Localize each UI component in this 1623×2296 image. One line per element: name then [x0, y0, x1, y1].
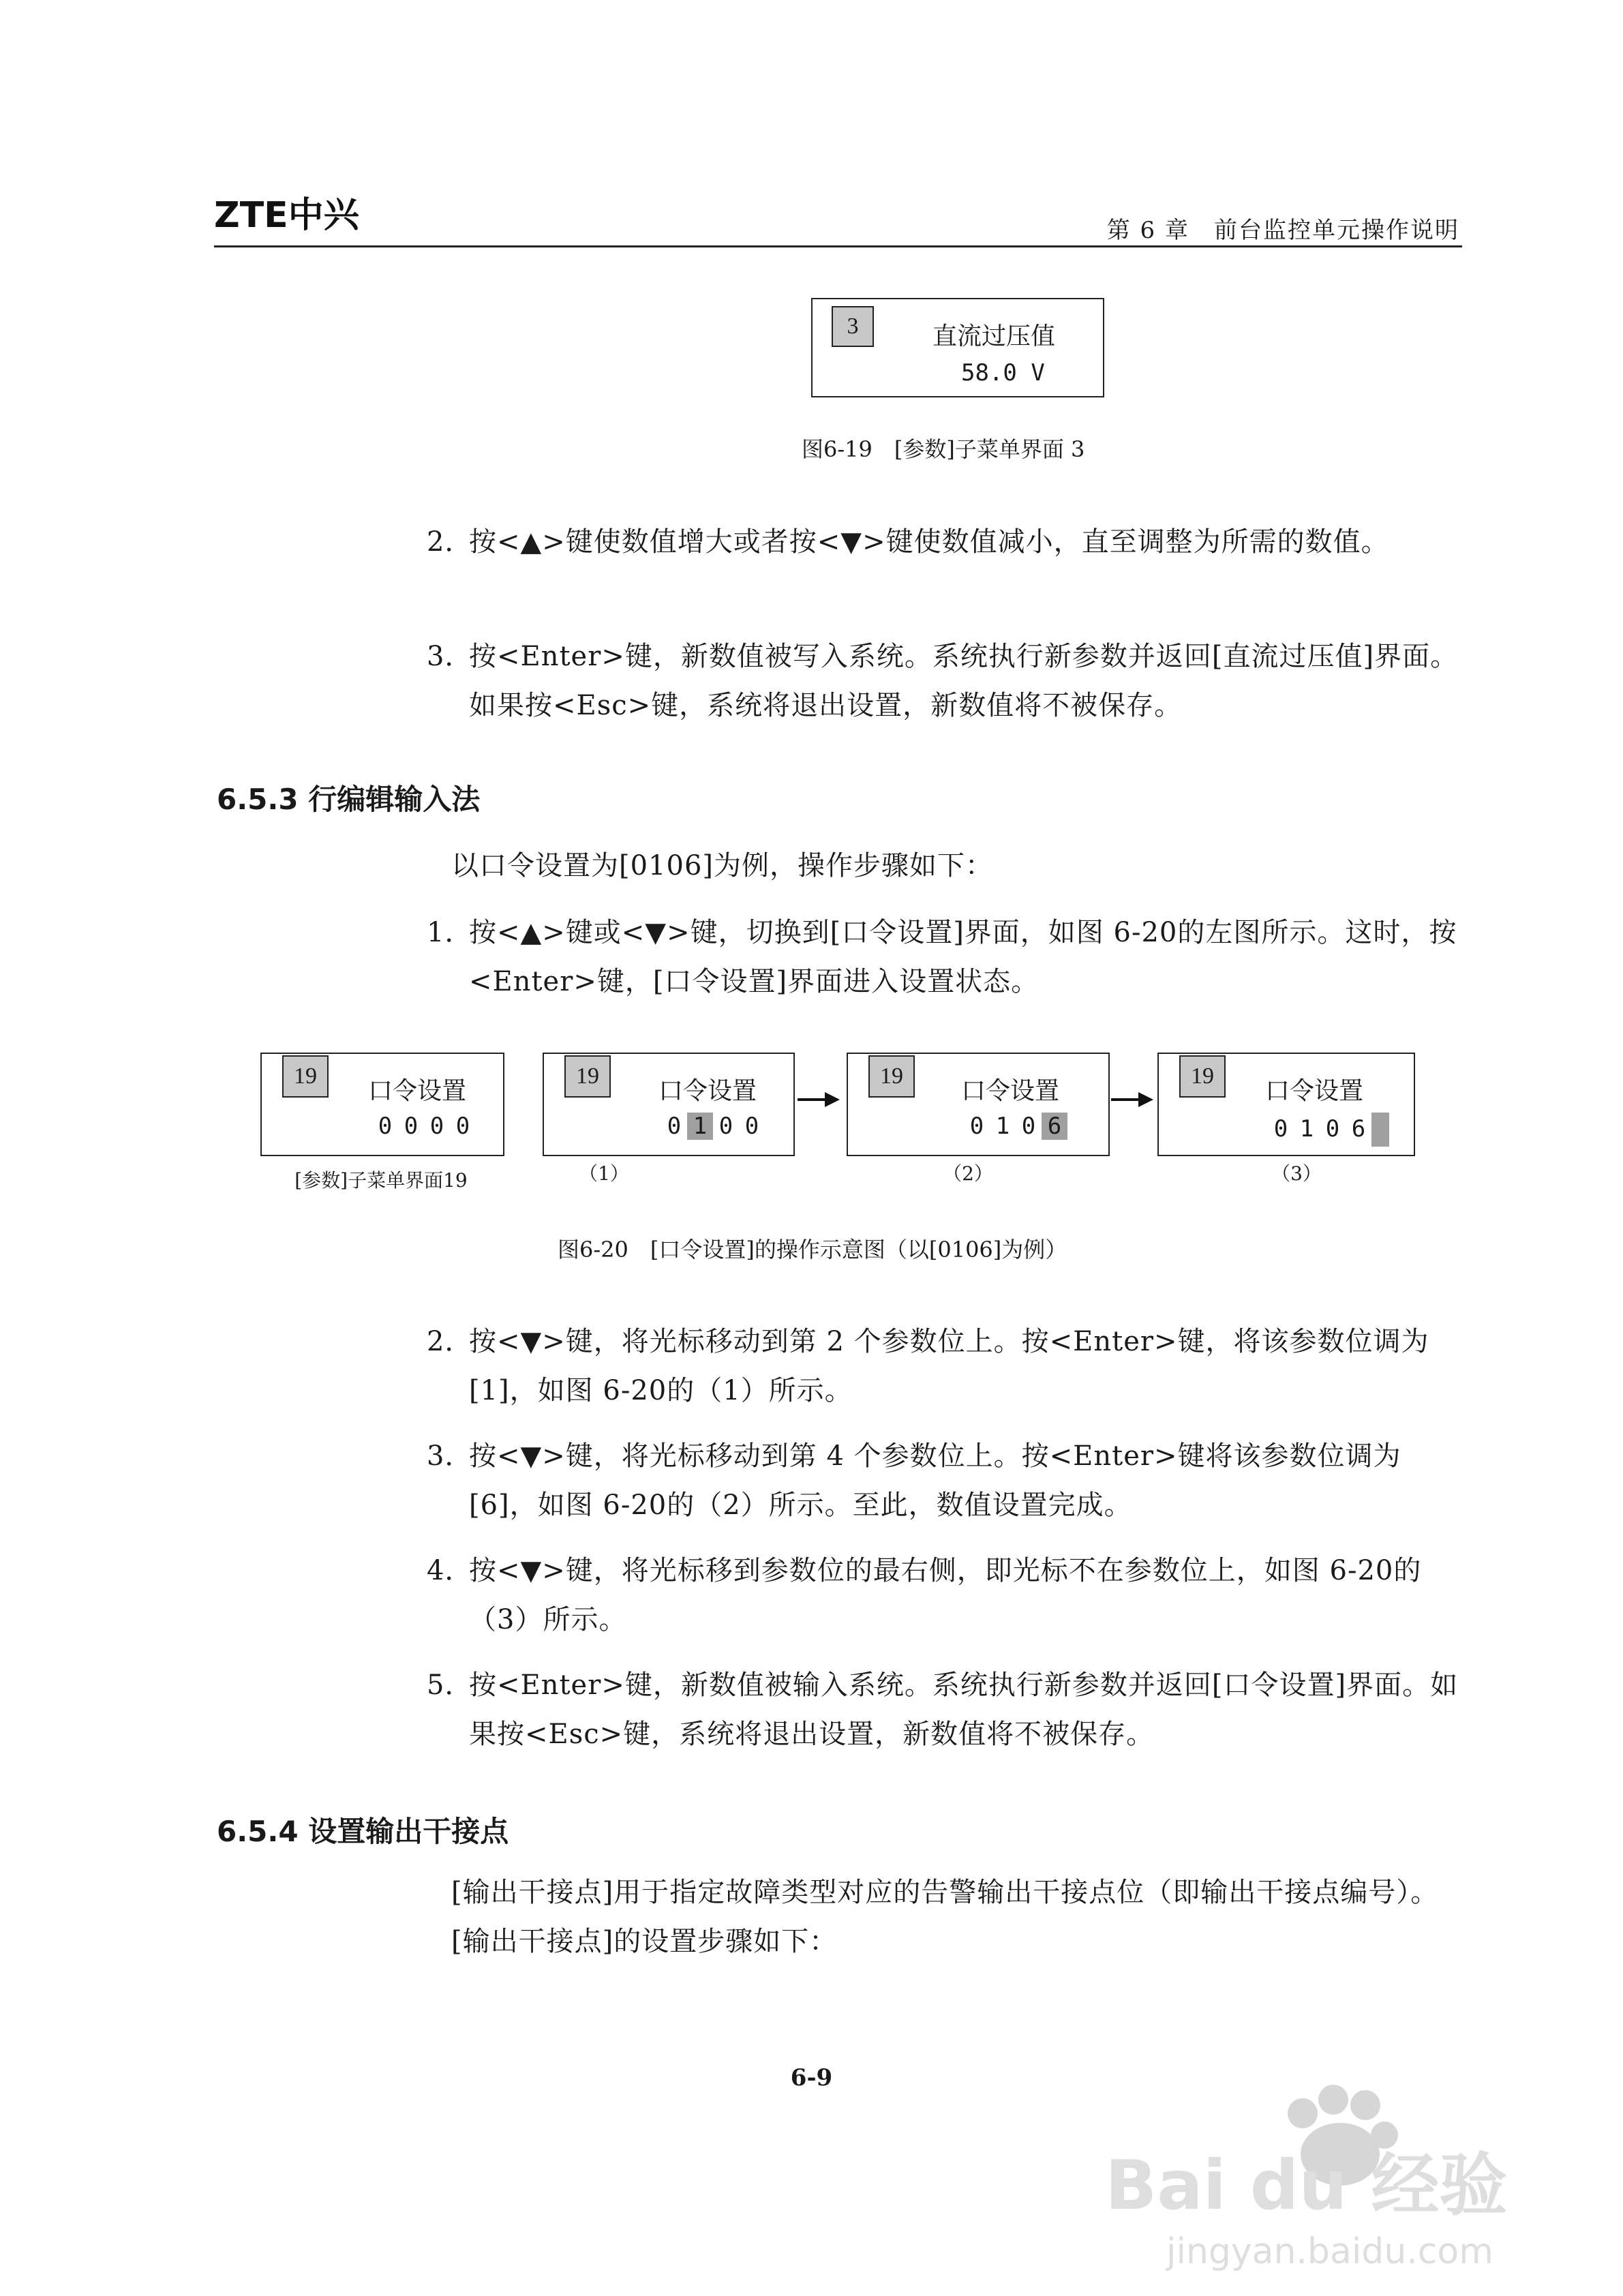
digit: 0	[404, 1113, 419, 1140]
figure-caption-6-20: 图6-20 [口令设置]的操作示意图（以[0106]为例）	[558, 1237, 1067, 1263]
lcd-value	[964, 1113, 1067, 1140]
section-intro: [输出干接点]用于指定故障类型对应的告警输出干接点位（即输出干接点编号）。[输出干接点]的设置步骤如下：	[451, 1877, 1439, 1957]
section-intro: 以口令设置为[0106]为例，操作步骤如下：	[451, 850, 994, 881]
lcd-badge: 19	[282, 1055, 329, 1098]
zte-logo	[214, 193, 359, 236]
chapter-title: 第 6 章 前台监控单元操作说明	[1106, 217, 1459, 244]
lcd-value	[1268, 1113, 1389, 1147]
svg-text:ZTE中兴: ZTE中兴	[214, 195, 359, 236]
lcd-badge: 3	[832, 306, 874, 347]
digit: 0	[744, 1113, 759, 1140]
list-item: 2． 按<▲>键使数值增大或者按<▼>键使数值减小，直至调整为所需的数值。	[427, 526, 1389, 558]
lcd-value: 58.0 V	[961, 359, 1045, 387]
svg-text:jingyan.baidu.com: jingyan.baidu.com	[1166, 2231, 1493, 2272]
lcd-title: 口令设置	[368, 1077, 467, 1105]
panel-label: （1）	[579, 1162, 629, 1185]
lcd-panel-step3	[1157, 1053, 1415, 1156]
baidu-jingyan-watermark	[1098, 2072, 1521, 2277]
step-text: 按<▼>键，将光标移到参数位的最右侧，即光标不在参数位上，如图 6-20的（3）所示。	[469, 1555, 1422, 1635]
lcd-panel-step2	[847, 1053, 1110, 1156]
lcd-title: 口令设置	[658, 1077, 757, 1105]
lcd-panel-step1	[543, 1053, 795, 1156]
lcd-badge: 19	[1179, 1055, 1226, 1098]
cursor-block	[1371, 1113, 1389, 1147]
digit: 0	[1325, 1115, 1340, 1143]
step-text: 按<▲>键或<▼>键，切换到[口令设置]界面，如图 6-20的左图所示。这时，按<Enter>键，[口令设置]界面进入设置状态。	[469, 917, 1457, 997]
digit: 0	[1273, 1115, 1288, 1143]
digit: 0	[969, 1113, 984, 1140]
panel-label: [参数]子菜单界面19	[294, 1169, 468, 1192]
panel-label: （3）	[1271, 1162, 1322, 1185]
digit: 0	[1021, 1113, 1036, 1140]
step-text: 按<Enter>键，新数值被写入系统。系统执行新参数并返回[直流过压值]界面。如果按<Esc>键，系统将退出设置，新数值将不被保存。	[469, 641, 1459, 721]
lcd-title: 直流过压值	[932, 322, 1056, 350]
digit: 0	[378, 1113, 393, 1140]
list-item: 3． 按<Enter>键，新数值被写入系统。系统执行新参数并返回[直流过压值]界面。如果按<Esc>键，系统将退出设置，新数值将不被保存。	[427, 641, 1459, 721]
list-item: 5． 按<Enter>键，新数值被输入系统。系统执行新参数并返回[口令设置]界面。如果按<Esc>键，系统将退出设置，新数值将不被保存。	[427, 1670, 1459, 1750]
digit: 1	[1299, 1115, 1314, 1143]
digit: 0	[667, 1113, 682, 1140]
digit: 6	[1351, 1115, 1366, 1143]
step-text: 按<▼>键，将光标移动到第 2 个参数位上。按<Enter>键，将该参数位调为[1]，如图 6-20的（1）所示。	[469, 1326, 1429, 1406]
lcd-value	[661, 1113, 765, 1140]
digit: 0	[718, 1113, 733, 1140]
lcd-badge: 19	[868, 1055, 915, 1098]
arrow-right-icon	[798, 1089, 840, 1110]
svg-text:Bai du 经验: Bai du 经验	[1105, 2145, 1508, 2225]
figure-caption-6-19: 图6-19 [参数]子菜单界面 3	[802, 436, 1085, 462]
digit: 0	[455, 1113, 470, 1140]
list-item: 2． 按<▼>键，将光标移动到第 2 个参数位上。按<Enter>键，将该参数位调为[1]，如图 6-20的（1）所示。	[427, 1326, 1429, 1406]
cursor-digit: 1	[687, 1113, 713, 1140]
arrow-right-icon	[1111, 1089, 1153, 1110]
panel-label: （2）	[943, 1162, 993, 1185]
step-text: 按<▼>键，将光标移动到第 4 个参数位上。按<Enter>键将该参数位调为[6]，如图 6-20的（2）所示。至此，数值设置完成。	[469, 1440, 1401, 1521]
digit: 1	[995, 1113, 1010, 1140]
section-heading-6-5-4: 6.5.4 设置输出干接点	[217, 1815, 509, 1848]
lcd-panel-fig19	[811, 298, 1104, 397]
lcd-value	[372, 1113, 476, 1140]
step-text: 按<▲>键使数值增大或者按<▼>键使数值减小，直至调整为所需的数值。	[469, 526, 1389, 558]
list-item: 4． 按<▼>键，将光标移到参数位的最右侧，即光标不在参数位上，如图 6-20的（3）所示。	[427, 1555, 1422, 1635]
lcd-title: 口令设置	[1265, 1077, 1364, 1105]
cursor-digit: 6	[1042, 1113, 1067, 1140]
lcd-title: 口令设置	[961, 1077, 1060, 1105]
lcd-badge: 19	[564, 1055, 611, 1098]
page-number: 6-9	[790, 2064, 833, 2091]
lcd-panel-initial	[260, 1053, 504, 1156]
step-text: 按<Enter>键，新数值被输入系统。系统执行新参数并返回[口令设置]界面。如果按<Esc>键，系统将退出设置，新数值将不被保存。	[469, 1670, 1459, 1750]
list-item: 3． 按<▼>键，将光标移动到第 4 个参数位上。按<Enter>键将该参数位调为[6]，如图 6-20的（2）所示。至此，数值设置完成。	[427, 1440, 1401, 1521]
header-rule	[214, 245, 1462, 247]
digit: 0	[429, 1113, 444, 1140]
section-heading-6-5-3: 6.5.3 行编辑输入法	[217, 783, 481, 816]
list-item: 1． 按<▲>键或<▼>键，切换到[口令设置]界面，如图 6-20的左图所示。这时，按<Enter>键，[口令设置]界面进入设置状态。	[427, 917, 1457, 997]
